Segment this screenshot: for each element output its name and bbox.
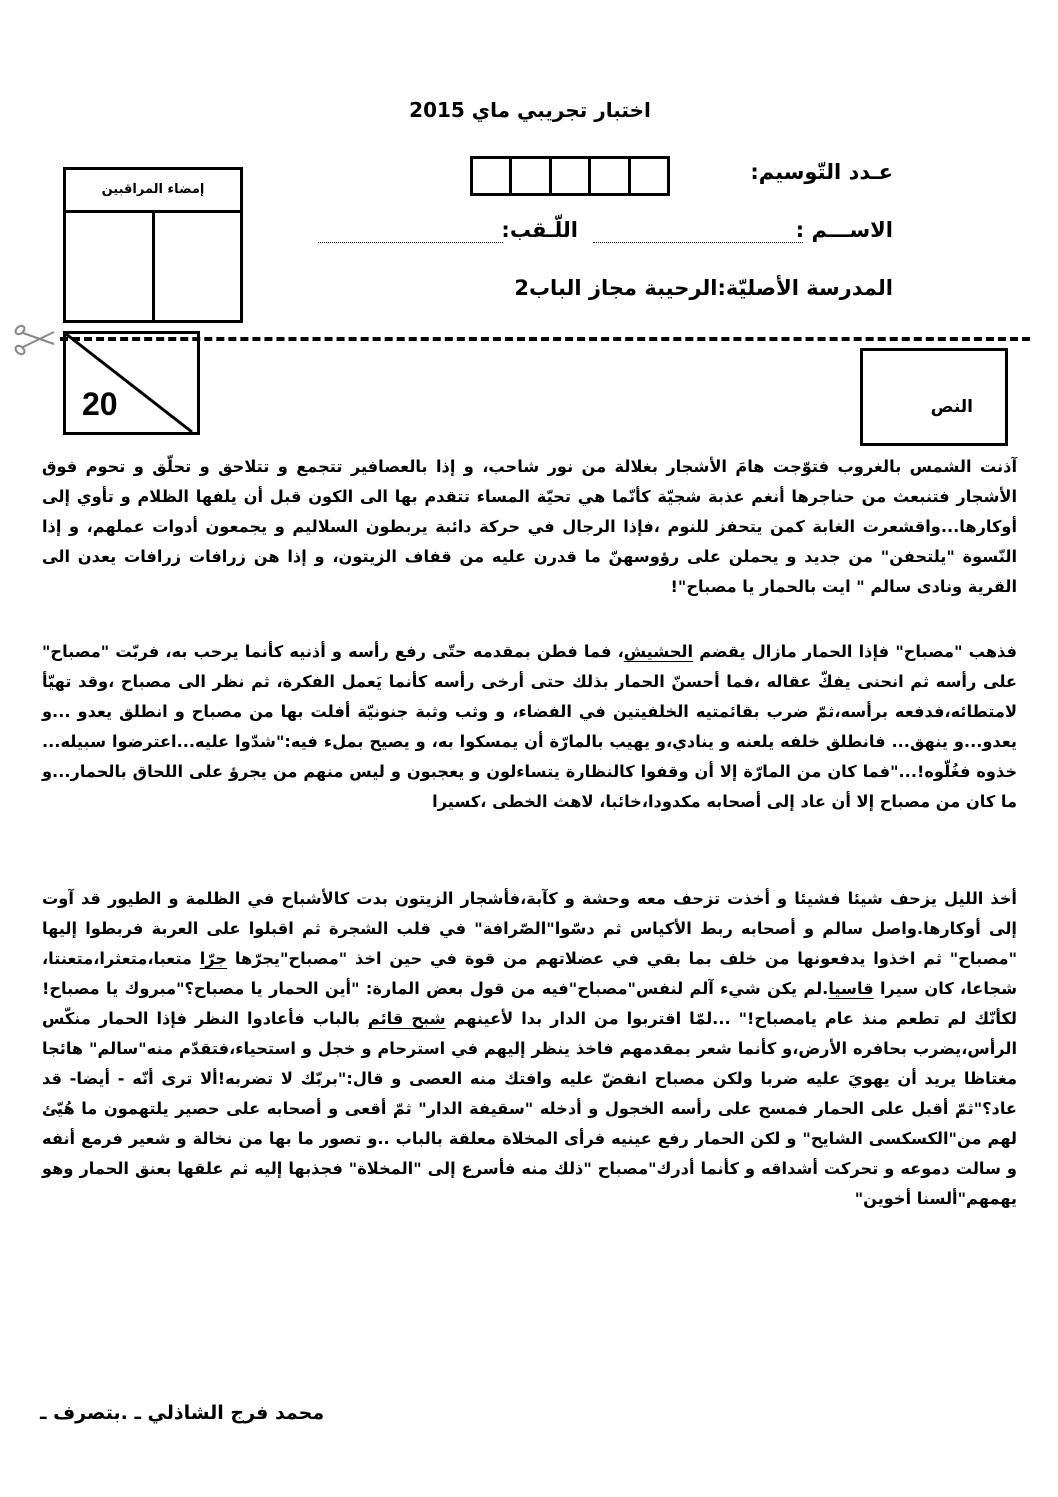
supervisors-signature-box — [63, 167, 243, 323]
section-label-box — [860, 348, 1008, 446]
name-field[interactable] — [593, 241, 803, 243]
section-label: النص — [930, 397, 973, 417]
score-box — [63, 331, 200, 435]
paragraph-2 — [42, 637, 1017, 817]
paragraph-2-text: ، فما فطن بمقدمه حتّى رفع رأسه و أذنيه كأنما يرحب به، فربّت "مصباح" على رأسه ثم انحنى يفكّ عقاله ،فما أحسنّ الحمار بذلك حتى أرخى رأسه كأنما يَعمل الفكرة، ثم نظر الى مصباح ،وقد تهيّأ لامتطائه،فدفعه برأسه،ثمّ ضرب بقائمتيه الخلفيتين في الفضاء، و وثب وثبة جنونيّة أفلت بها من مصباح و انطلق يعدو ...و يعدو...و ينهق... فانطلق خلفه يلعنه و ينادي،و يهيب بالمارّة أن يمسكوا به، و يصيح بملء فيه:"شدّوا عليه...اعترضوا سبيله... خذوه فغُلّوه!..."فما كان من المارّة إلا أن وقفوا كالنظارة يتساءلون و يعجبون و ليس منهم من يجرؤ على اللحاق بالحمار...و ما كان من مصباح إلا أن عاد إلى أصحابه مكدودا،خائبا، لاهث الخطى ،كسيرا — [42, 642, 1017, 811]
underlined-phrase: شبح قائم — [367, 1009, 446, 1028]
id-cell[interactable] — [628, 159, 667, 193]
underlined-word: جرّا — [199, 949, 228, 968]
author-credit: محمد فرج الشاذلي ـ .بتصرف ـ — [40, 1402, 325, 1424]
paragraph-3 — [42, 884, 1017, 1214]
paragraph-3-text: بالباب فأعادوا النظر فإذا الحمار منكّس الرأس،يضرب بحافره الأرض،و كأنما شعر بمقدمهم فاخذ ينظر إليهم في استرحام و خجل و استحياء،فتقدّم منه"سالم" هائجا مغتاظا يريد أن يهويَ عليه ضربا ولكن مصباح انقضّ عليه وافتك منه العصى و قال:"بربّك لا تضربه!ألا ترى أنّه - أيضا- قد عاد؟"ثمّ أقبل على الحمار فمسح على رأسه الخجول و أدخله "سقيفة الدار" ثمّ أقعى و أصحابه على حصير يلتهمون ما هُيّئ لهم من"الكسكسى الشايح" و لكن الحمار رفع عينيه فرأى المخلاة معلقة بالباب ..و تصور ما بها من نخالة و شعير فرمع أنفه و سالت دموعه و تحركت أشداقه و كأنما أدرك"مصباح "ذلك منه فأسرع إلى "المخلاة" فجذبها إليه ثم علقها بعنق الحمار وهو يهمهم"ألسنا أخوين" — [42, 1009, 1017, 1208]
score-max: 20 — [82, 386, 118, 422]
id-number-label: عـدد التّوسيم: — [750, 160, 893, 184]
paragraph-3-text: أخذ الليل يزحف شيئا فشيئا و أخذت تزحف معه وحشة و كآبة،فأشجار الزيتون بدت كالأشباح في الظلمة و الطيور قد آوت إلى أوكارها.واصل سالم و أصحابه ربط الأكياس ثم دسّوا"الصّرافة" في قلب الشجرة ثم اقبلوا على العربة فربطوا إليها "مصباح" ثم اخذوا يدفعونها من خلف بما بقي في عضلاتهم من قوة في حين اخذ "مصباح"يجرّها — [42, 889, 1018, 968]
underlined-word: قاسيا — [828, 979, 874, 998]
surname-field[interactable] — [318, 241, 503, 243]
cut-line — [60, 337, 1030, 341]
exam-title: اختبار تجريبي ماي 2015 — [409, 98, 651, 122]
id-cell[interactable] — [509, 159, 548, 193]
paragraph-3-text: متعبا،متعثرا،متعنتا، شجاعا، كان سيرا — [42, 949, 1018, 998]
supervisors-label: إمضاء المراقبين — [66, 170, 240, 213]
school-label: المدرسة الأصليّة: — [717, 276, 893, 300]
id-cell[interactable] — [549, 159, 588, 193]
name-label: الاســـم : — [795, 218, 893, 242]
paragraph-3-text: .لم يكن شيء آلم لنفس"مصباح"فيه من قول بعض المارة: "أين الحمار يا مصباح؟"مبروك يا مصباح!لكأنّك لم تطعم منذ عام يامصباح!" ...لمّا اقتربوا من الدار بدا لأعينهم — [42, 979, 1017, 1028]
signature-cell[interactable] — [155, 213, 241, 323]
surname-label: اللّـقب: — [501, 218, 578, 242]
paragraph-1: آذنت الشمس بالغروب فتوّجت هامَ الأشجار بغلالة من نور شاحب، و إذا بالعصافير تتجمع و تتلاحق و تحلّق و تحوم فوق الأشجار فتنبعث من حناجرها أنغم عذبة شجيّة كأنّما هي تحيّة المساء تتقدم بها الى الكون قبل أن يلفها الظلام و تأوي إلى أوكارها...واقشعرت الغابة كمن يتحفز للنوم ،فإذا الرجال في حركة دائبة يربطون السلاليم و يجمعون أدوات عملهم، و إذا النّسوة "يلتحفن" من جديد و يحملن على رؤوسهنّ ما قدرن عليه من قفاف الزيتون، و إذا هن زرافات زرافات يعدن الى القرية ونادى سالم " ايت بالحمار يا مصباح"! — [42, 457, 1017, 596]
underlined-word: الحشيش — [623, 642, 694, 661]
school-value: الرحيبة مجاز الباب2 — [514, 276, 718, 300]
signature-cell[interactable] — [66, 213, 155, 323]
scissors-icon — [12, 322, 56, 358]
school-line — [514, 276, 893, 300]
id-cell[interactable] — [588, 159, 627, 193]
paragraph-2-text: فذهب "مصباح" فإذا الحمار مازال يقضم — [693, 642, 1017, 661]
id-cell[interactable] — [473, 159, 509, 193]
id-number-grid[interactable] — [470, 156, 670, 196]
